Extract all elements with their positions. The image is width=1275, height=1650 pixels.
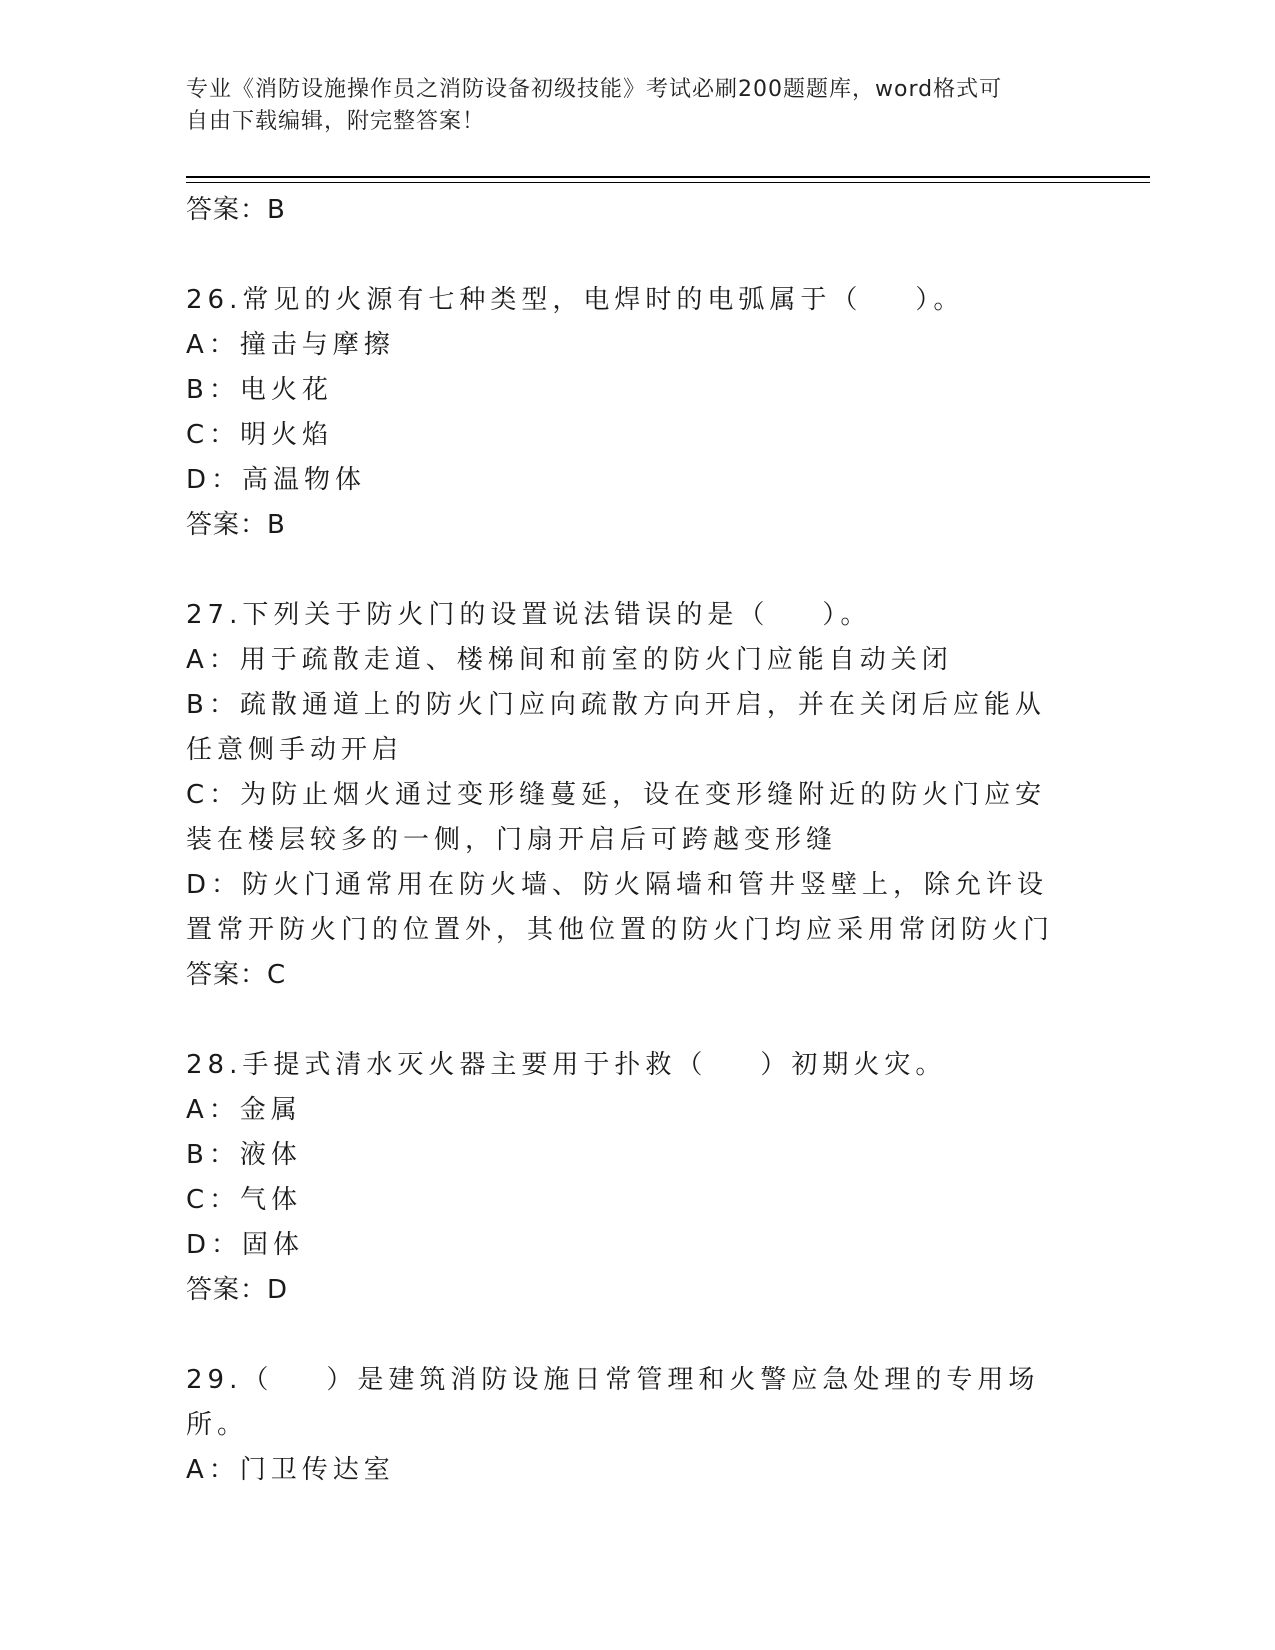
answer-line: 答案：B	[186, 195, 286, 225]
option-a: A：金属	[186, 1095, 302, 1125]
question-28	[186, 1043, 1066, 1313]
question-29	[186, 1358, 1066, 1493]
answer-line: 答案：D	[186, 1275, 289, 1305]
header-rule-thick	[186, 176, 1150, 178]
spacer	[186, 998, 1066, 1043]
question-stem: 27.下列关于防火门的设置说法错误的是（ ）。	[186, 600, 872, 630]
question-stem: 26.常见的火源有七种类型，电焊时的电弧属于（ ）。	[186, 285, 965, 315]
question-27	[186, 593, 1066, 998]
option-a: A：撞击与摩擦	[186, 330, 395, 360]
answer-line: 答案：B	[186, 510, 286, 540]
question-26	[186, 278, 1066, 548]
option-b: B：液体	[186, 1140, 302, 1170]
document-header	[186, 74, 1066, 138]
header-title-line-1: 专业《消防设施操作员之消防设备初级技能》考试必刷200题题库，word格式可	[186, 77, 1003, 102]
option-d: D：防火门通常用在防火墙、防火隔墙和管井竖壁上，除允许设置常开防火门的位置外，其他位置的防火门均应采用常闭防火门	[186, 870, 1055, 945]
spacer	[186, 233, 1066, 278]
option-d: D：固体	[186, 1230, 305, 1260]
option-c: C：为防止烟火通过变形缝蔓延，设在变形缝附近的防火门应安装在楼层较多的一侧，门扇开启后可跨越变形缝	[186, 780, 1047, 855]
option-b: B：电火花	[186, 375, 333, 405]
option-b: B：疏散通道上的防火门应向疏散方向开启，并在关闭后应能从任意侧手动开启	[186, 690, 1046, 765]
option-c: C：明火焰	[186, 420, 334, 450]
answer-line: 答案：C	[186, 960, 287, 990]
spacer	[186, 548, 1066, 593]
header-title-line-2: 自由下载编辑，附完整答案！	[186, 109, 486, 134]
header-rule-thin	[186, 182, 1150, 183]
spacer	[186, 1313, 1066, 1358]
question-list	[186, 188, 1066, 1493]
question-stem: 29.（ ）是建筑消防设施日常管理和火警应急处理的专用场所。	[186, 1365, 1040, 1440]
question-stem: 28.手提式清水灭火器主要用于扑救（ ）初期火灾。	[186, 1050, 947, 1080]
option-d: D：高温物体	[186, 465, 367, 495]
option-a: A：用于疏散走道、楼梯间和前室的防火门应能自动关闭	[186, 645, 953, 675]
option-c: C：气体	[186, 1185, 303, 1215]
option-a: A：门卫传达室	[186, 1455, 395, 1485]
